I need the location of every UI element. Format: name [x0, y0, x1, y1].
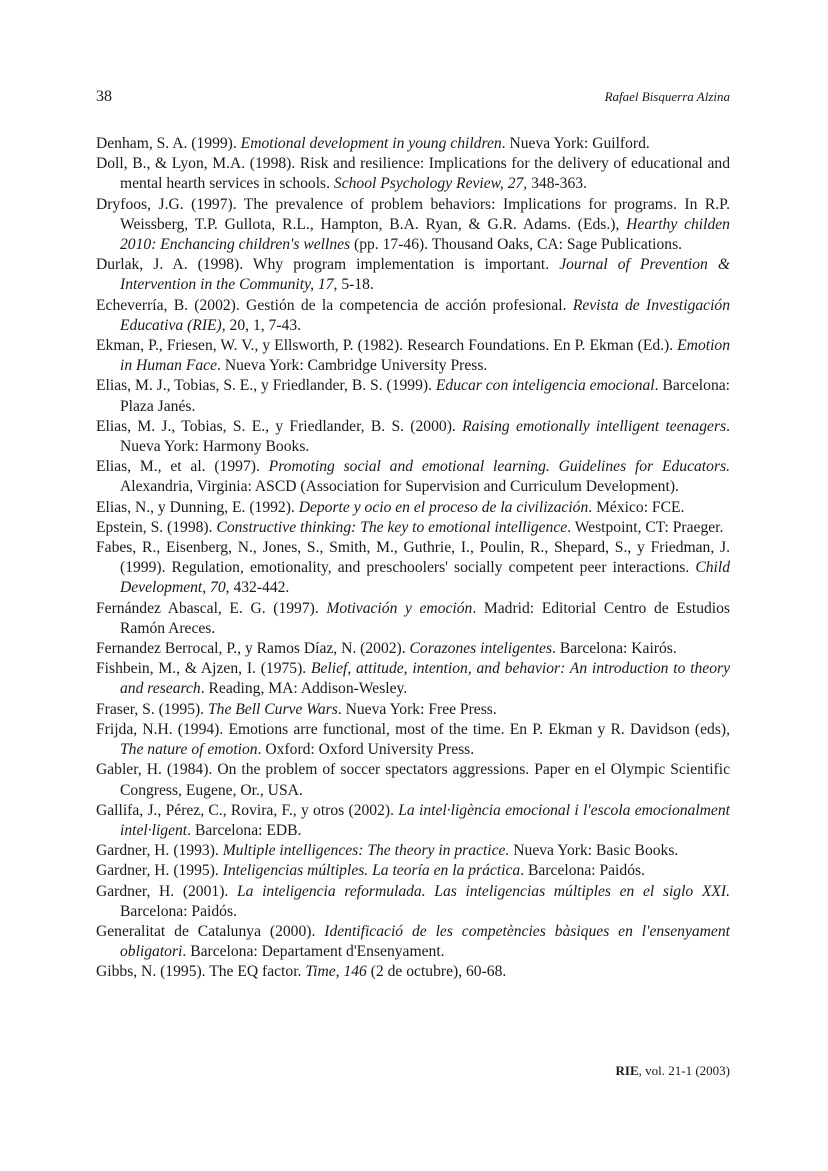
- reference-text: Dryfoos, J.G. (1997). The prevalence of problem behaviors: Implications for programs. In R.P. Weissberg, T.P. Gullota, R.L., Hampton, B.A. Ryan, & G.R. Adams. (Eds.),: [96, 195, 730, 233]
- reference-text: . Reading, MA: Addison-Wesley.: [200, 680, 408, 698]
- reference-text: , 5-18.: [333, 276, 374, 294]
- reference-text: Alexandria, Virginia: ASCD (Association for Supervision and Curriculum Development).: [120, 478, 679, 496]
- reference-title: Inteligencias múltiples. La teoría en la práctica: [222, 862, 521, 880]
- footer-journal: RIE: [615, 1063, 639, 1078]
- reference-entry: [96, 195, 730, 256]
- reference-text: Denham, S. A. (1999).: [96, 135, 241, 152]
- reference-text: Ekman, P., Friesen, W. V., y Ellsworth, P. (1982). Research Foundations. En P. Ekman (Ed.).: [96, 337, 678, 355]
- reference-title: Revista de Investigación Educativa (RIE): [120, 296, 731, 334]
- reference-entry: [96, 134, 730, 154]
- reference-title: Emotional development in young children: [240, 135, 502, 152]
- reference-text: (pp. 17-46). Thousand Oaks, CA: Sage Publications.: [350, 236, 683, 254]
- reference-text: Elias, M. J., Tobias, S. E., y Friedlander, B. S. (2000).: [96, 417, 463, 435]
- reference-entry: [96, 841, 730, 861]
- reference-title: Promoting social and emotional learning. Guidelines for Educators.: [268, 458, 730, 476]
- page-footer: [616, 1063, 730, 1079]
- reference-text: Gibbs, N. (1995). The EQ factor.: [96, 963, 306, 981]
- reference-text: . Madrid: Editorial Centro de Estudios Ramón Areces.: [120, 599, 730, 637]
- reference-entry: [96, 498, 730, 518]
- reference-text: Barcelona: Paidós.: [120, 902, 237, 920]
- reference-text: . Nueva York: Free Press.: [337, 700, 497, 718]
- reference-entry: [96, 659, 730, 699]
- reference-text: (2 de octubre), 60-68.: [366, 963, 507, 981]
- reference-title: The Bell Curve Wars: [207, 700, 338, 718]
- reference-text: Gardner, H. (2001).: [96, 882, 237, 900]
- reference-title: Educar con inteligencia emocional: [435, 377, 655, 395]
- reference-title: Raising emotionally intelligent teenagers: [462, 417, 727, 435]
- running-head: Rafael Bisquerra Alzina: [604, 89, 730, 104]
- reference-entry: [96, 861, 730, 881]
- reference-text: Doll, B., & Lyon, M.A. (1998). Risk and resilience: Implications for the delivery of educational and mental hearth services in schools.: [96, 155, 730, 193]
- reference-title: Multiple intelligences: The theory in practice.: [222, 842, 510, 860]
- reference-text: Elias, M., et al. (1997).: [96, 458, 269, 476]
- reference-title: Corazones inteligentes: [409, 640, 553, 658]
- reference-text: . Barcelona: Plaza Janés.: [120, 377, 730, 415]
- reference-title: Motivación y emoción: [326, 599, 473, 617]
- reference-title: Hearthy childen 2010: Enchancing children's wellnes: [120, 215, 730, 254]
- reference-text: , 20, 1, 7-43.: [221, 316, 302, 334]
- reference-text: Fishbein, M., & Ajzen, I. (1975).: [96, 660, 311, 678]
- reference-title: School Psychology Review, 27,: [333, 175, 528, 193]
- reference-text: Elias, N., y Dunning, E. (1992).: [96, 498, 299, 516]
- reference-entry: [96, 538, 730, 599]
- reference-entry: [96, 457, 730, 497]
- reference-text: . México: FCE.: [588, 498, 685, 516]
- reference-text: Fabes, R., Eisenberg, N., Jones, S., Smith, M., Guthrie, I., Poulin, R., Shepard, S., y Friedman, J. (1999). Regulation, emotionality, and preschoolers' socially competent peer interactions.: [96, 539, 730, 577]
- reference-text: Gardner, H. (1995).: [96, 862, 223, 880]
- reference-text: . Westpoint, CT: Praeger.: [567, 518, 724, 536]
- reference-text: . Nueva York: Cambridge University Press.: [217, 357, 488, 375]
- reference-entry: [96, 700, 730, 720]
- reference-entry: [96, 376, 730, 416]
- reference-title: Time, 146: [305, 963, 367, 981]
- reference-text: . Nueva York: Harmony Books.: [120, 417, 730, 456]
- reference-text: Elias, M. J., Tobias, S. E., y Friedlander, B. S. (1999).: [96, 377, 436, 395]
- reference-entry: [96, 599, 730, 639]
- reference-text: 348-363.: [527, 175, 587, 193]
- reference-title: The nature of emotion: [120, 741, 258, 759]
- reference-text: . Oxford: Oxford University Press.: [257, 741, 475, 759]
- reference-title: Identificació de les competències bàsiques en l'ensenyament obligatori: [120, 922, 730, 961]
- footer-issue: , vol. 21-1 (2003): [638, 1063, 730, 1078]
- reference-entry: [96, 296, 730, 336]
- reference-entry: [96, 336, 730, 376]
- reference-title: La intel·ligència emocional i l'escola emocionalment intel·ligent: [120, 801, 730, 839]
- reference-text: Fernandez Berrocal, P., y Ramos Díaz, N. (2002).: [96, 640, 410, 658]
- reference-text: . Barcelona: EDB.: [187, 821, 302, 839]
- reference-text: Durlak, J. A. (1998). Why program implementation is important.: [96, 256, 560, 274]
- reference-text: Gardner, H. (1993).: [96, 842, 223, 860]
- reference-entry: [96, 962, 730, 982]
- reference-title: La inteligencia reformulada. Las inteligencias múltiples en el siglo XXI.: [236, 882, 731, 900]
- reference-entry: [96, 255, 730, 295]
- reference-entry: [96, 922, 730, 962]
- reference-text: , 432-442.: [225, 579, 290, 597]
- reference-entry: [96, 154, 730, 194]
- reference-text: . Nueva York: Guilford.: [501, 135, 650, 152]
- reference-entry: [96, 801, 730, 841]
- reference-text: Fraser, S. (1995).: [96, 700, 208, 718]
- reference-title: Deporte y ocio en el proceso de la civilización: [298, 498, 589, 516]
- reference-entry: [96, 720, 730, 760]
- reference-entry: [96, 760, 730, 800]
- reference-entry: [96, 417, 730, 457]
- reference-list: [96, 134, 730, 983]
- reference-text: Epstein, S. (1998).: [96, 518, 217, 536]
- reference-text: Nueva York: Basic Books.: [509, 842, 679, 860]
- reference-text: . Barcelona: Paidós.: [520, 862, 645, 880]
- reference-title: Emotion in Human Face: [120, 337, 730, 375]
- reference-text: Fernández Abascal, E. G. (1997).: [96, 599, 327, 617]
- reference-entry: [96, 518, 730, 538]
- reference-title: Journal of Prevention & Intervention in the Community, 17: [120, 256, 730, 294]
- reference-title: Child Development, 70: [120, 559, 730, 597]
- reference-text: Generalitat de Catalunya (2000).: [96, 922, 325, 940]
- reference-title: Constructive thinking: The key to emotional intelligence: [216, 518, 568, 536]
- reference-entry: [96, 639, 730, 659]
- reference-text: Echeverría, B. (2002). Gestión de la competencia de acción profesional.: [96, 296, 573, 314]
- reference-entry: [96, 882, 730, 922]
- page-header: [96, 88, 730, 106]
- reference-text: Gabler, H. (1984). On the problem of soccer spectators aggressions. Paper en el Olympic Scientific Congress, Eugene, Or., USA.: [96, 761, 730, 799]
- reference-title: Belief, attitude, intention, and behavior: An introduction to theory and research: [120, 660, 730, 698]
- reference-text: . Barcelona: Departament d'Ensenyament.: [182, 943, 445, 961]
- reference-text: Frijda, N.H. (1994). Emotions arre functional, most of the time. En P. Ekman y R. Davidson (eds),: [96, 720, 730, 738]
- page-number: 38: [96, 88, 112, 105]
- reference-text: . Barcelona: Kairós.: [552, 640, 677, 658]
- reference-text: Gallifa, J., Pérez, C., Rovira, F., y otros (2002).: [96, 801, 399, 819]
